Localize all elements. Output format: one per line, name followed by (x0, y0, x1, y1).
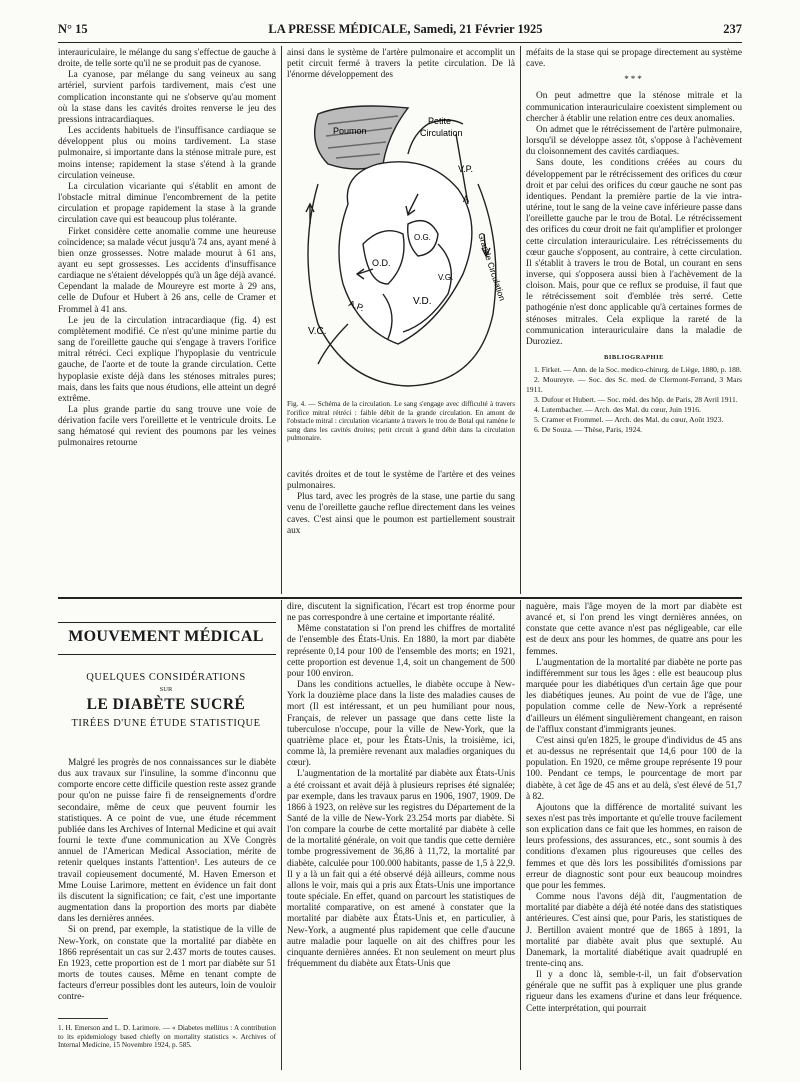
top-column-2-tail (287, 470, 515, 590)
top-column-2-head (287, 48, 515, 84)
label-circulation: Circulation (420, 128, 463, 138)
paragraph: dire, discutent la signification, l'écart est trop énorme pour ne pas correspondre à une certaine et importante réalité. (287, 602, 515, 624)
label-og: O.G. (414, 233, 431, 242)
article-subtitle-3: TIRÉES D'UNE ÉTUDE STATISTIQUE (71, 718, 261, 729)
paragraph: On peut admettre que la sténose mitrale et la communication interauriculaire coexistent simplement ou chercher à établir une relation entre ces deux anomalies. (526, 91, 742, 124)
column-divider (281, 600, 282, 1070)
issue-number: N° 15 (58, 22, 88, 36)
paragraph: Malgré les progrès de nos connaissances sur le diabète dus aux travaux sur l'insuline, la somme d'inconnu que comporte encore cette difficile question reste assez grande pour qu'on ne puisse faire fi de renseignements d'ordre secondaire, même de ceux que peuvent fournir les statistiques. A ce point de vue, une étude récemment publiée dans les Archives of Internal Medicine et qui avait fourni le texte d'une communication au XVe Congrès annuel de l'American Medical Association, mérite de retenir quelques instants l'attention¹. Les auteurs de ce travail copieusement documenté, M. Haven Emerson et Mme Louise Larimore, mettent en évidence un fait dont ils discutent la signification; ce fait, c'est une importante augmentation dans la proportion des morts par diabète dans les dernières années. (58, 758, 276, 925)
paragraph: Plus tard, avec les progrès de la stase, une partie du sang venu de l'oreillette gauche reflue directement dans les veines caves. C'est ainsi que le poumon est partiellement soustrait aux (287, 492, 515, 536)
paragraph: On admet que le rétrécissement de l'artère pulmonaire, lorsqu'il se développe assez tôt, s'oppose à l'achèvement du cloisonnement des cavités cardiaques. (526, 124, 742, 158)
paragraph: ainsi dans le système de l'artère pulmonaire et accomplit un petit circuit fermé à travers la petite circulation. De là l'énorme développement des (287, 48, 515, 81)
section-title: MOUVEMENT MÉDICAL (68, 628, 264, 645)
paragraph: Firket considère cette anomalie comme une heureuse coïncidence; sa malade vécut jusqu'à 74 ans, ayant mené à bien onze grossesses. Notre malade mourut à 61 ans, ayant eu sept grossesses. Les accidents d'insuffisance cardiaque ne s'étaient développés qu'à un âge déjà avancé. Cependant la malade de Moureyre est morte à 29 ans, celle de Dufour et Hubert à 26 ans, celle de Cramer et Frommel à 41 ans. (58, 226, 276, 315)
label-poumon: Poumon (333, 126, 367, 136)
page-number: 237 (723, 22, 742, 36)
label-vd: V.D. (413, 296, 432, 307)
label-vc: V.C. (308, 326, 327, 337)
paragraph: méfaits de la stase qui se propage directement au système cave. (526, 48, 742, 70)
footnote: 1. H. Emerson and L. D. Larimore. — « Diabetes mellitus : A contribution to its epidemiology based chiefly on mortality statistics ». Archives of Internal Medicine, 15 Novembre 1924, p. 585. (58, 1024, 276, 1049)
paragraph: Il y a donc là, semble-t-il, un fait d'observation générale que ne suffit pas à expliquer une plus grande rigueur dans les examens d'urine et dans leur fréquence. Cette interprétation, qui pourrait (526, 970, 742, 1014)
paragraph: Les accidents habituels de l'insuffisance cardiaque se développent plus ou moins tardivement. La stase pulmonaire, si importante dans la sténose mitrale pure, est moins intense; rapidement la stase s'étend à la grande circulation veineuse. (58, 126, 276, 181)
footnote-rule (58, 1018, 108, 1019)
paragraph: Le jeu de la circulation intracardiaque (fig. 4) est complètement modifié. Ce n'est qu'une minime partie du sang de l'oreillette gauche qui s'engage à travers l'orifice mitral rétréci. Ceci explique l'hypoplasie du ventricule gauche, de l'aorte et de toute la grande circulation. Cette hypoplasie existe déjà dans les sténoses mitrales pures; mais, dans les faits que nous étudions, elle atteint un degré extrême. (58, 315, 276, 404)
title-rule-bottom (58, 654, 276, 655)
paragraph: C'est ainsi qu'en 1825, le groupe d'individus de 45 ans et au-dessus ne représentait que 14,6 pour 100 de la population. En 1920, ce même groupe représente 19 pour 100. Pendant ce temps, le pourcentage de mort par diabète, à cet âge de 45 ans et au delà, s'est élevé de 51,7 à 82. (526, 735, 742, 802)
journal-title: LA PRESSE MÉDICALE, Samedi, 21 Février 1925 (268, 22, 543, 36)
article-subtitle-sur: SUR (159, 686, 173, 693)
article-subtitle-1: QUELQUES CONSIDÉRATIONS (86, 672, 246, 683)
label-ap: A.P. (347, 298, 366, 314)
heart-circulation-diagram (288, 94, 512, 394)
bibliography-entry: 1. Firket. — Ann. de la Soc. medico-chirurg. de Liège, 1880, p. 188. (534, 365, 742, 375)
paragraph: La plus grande partie du sang trouve une voie de dérivation facile vers l'oreillette et le ventricule droits. Le sang hématosé qui revient des poumons par les veines pulmonaires retourne (58, 405, 276, 449)
paragraph: cavités droites et de tout le système de l'artère et des veines pulmonaires. (287, 470, 515, 492)
bibliography-entry: 4. Lutembacher. — Arch. des Mal. du cœur, Juin 1916. (534, 405, 701, 415)
label-petite: Petite (428, 116, 452, 126)
paragraph: La circulation vicariante qui s'établit en amont de l'obstacle mitral diminue l'encombrement de la petite circulation et propage rapidement la stase à la grande circulation cave qui est beaucoup plus tolérante. (58, 181, 276, 226)
page-header (58, 22, 742, 40)
bottom-column-1 (58, 758, 276, 1014)
bibliography-entry: 3. Dufour et Hubert. — Soc. méd. des hôp. de Paris, 28 Avril 1911. (534, 394, 738, 404)
top-column-1 (58, 48, 276, 588)
label-grande-circulation: Grande Circulation (476, 231, 508, 303)
column-divider (520, 600, 521, 1070)
label-od: O.D. (372, 258, 391, 268)
paragraph: naguère, mais l'âge moyen de la mort par diabète est avancé et, si l'on prend les vingt dernières années, on constate que cette avance n'est pas négligeable, car elle est de deux ans pour les hommes, de quatre ans pour les femmes. (526, 602, 742, 657)
paragraph: interauriculaire, le mélange du sang s'effectue de gauche à droite, de telle sorte qu'il ne se produit pas de cyanose. (58, 48, 276, 70)
top-column-3 (526, 48, 742, 594)
article-title: LE DIABÈTE SUCRÉ (86, 696, 246, 713)
section-break-stars: *** (624, 74, 644, 85)
label-vg: V.G. (438, 273, 454, 282)
bottom-column-2 (287, 602, 515, 1072)
figure-caption: Fig. 4. — Schéma de la circulation. Le sang s'engage avec difficulté à travers l'orifice mitral rétréci : faible débit de la grande circulation. En amont de l'obstacle mitral : circulation vicariante à travers le trou de Botal qui ramène le sang dans les cavités droites; petit circuit à grand débit dans la circulation pulmonaire. (287, 400, 515, 443)
header-rule (58, 42, 742, 43)
bibliography-entry: 5. Cramer et Frommel. — Arch. des Mal. du cœur, Août 1923. (534, 415, 724, 425)
label-a: A (463, 194, 470, 204)
column-divider (281, 46, 282, 594)
paragraph: Ajoutons que la différence de mortalité suivant les sexes n'est pas très importante et qu'elle trouve facilement son explication dans ce fait que les hommes, en raison de leurs professions, des assurances, etc., sont soumis à des conditions d'examen plus rigoureuses que celles des femmes et que dès lors les possibilités d'omissions par erreur de diagnostic sont pour eux beaucoup moindres que pour les femmes. (526, 802, 742, 891)
bibliography-entry: 2. Moureyre. — Soc. des Sc. med. de Clermont-Ferrand, 3 Mars 1911. (526, 375, 742, 394)
paragraph: L'augmentation de la mortalité par diabète ne porte pas indifféremment sur tous les âges : elle est beaucoup plus marquée pour les diabétiques d'un certain âge que pour les diabétiques jeunes. Au point de vue de l'âge, une population comme celle de New-York a représenté d'ailleurs un élément singulièrement changeant, en raison de l'afflux constant d'immigrants jeunes. (526, 657, 742, 735)
bibliography-list (526, 365, 742, 434)
bottom-column-3 (526, 602, 742, 1072)
paragraph: La cyanose, par mélange du sang veineux au sang artériel, survient parfois tardivement, mais c'est une complication inconstante qui ne s'observe qu'au moment où la stase dans les cavités droites renverse le jeu des pressions intracardiaques. (58, 70, 276, 125)
paragraph: Si on prend, par exemple, la statistique de la ville de New-York, on constate que la mortalité par diabète en 1866 représentait un cas sur 2.437 morts de toutes causes. En 1923, cette proportion est de 1 mort par diabète sur 51 morts de toutes causes. Même en tenant compte de facteurs d'erreur possibles dont les auteurs, loin de vouloir contre- (58, 925, 276, 1003)
paragraph: L'augmentation de la mortalité par diabète aux États-Unis a été croissant et avait déjà à plusieurs reprises été signalée; par exemple, dans les travaux parus en 1906, 1907, 1909. De 1866 à 1923, on relève sur les registres du Département de la Santé de la ville de New-York 23.254 morts par diabète. Si l'on compare la courbe de cette mortalité par diabète à celle de la mortalité générale, on voit que tandis que cette dernière tombe progressivement de 36,86 à 11,72, la mortalité par diabète, calculée pour 100.000 habitants, passe de 1,5 à 22,9. Il y a là un fait qui a été observé déjà ailleurs, comme nous allons le voir, mais qui a pris aux États-Unis une importance toute spéciale. En effet, quand on parcourt les statistiques de mortalité comparative, on est amené à constater que la mortalité par diabète aux États-Unis et, en particulier, à New-York, a augmenté plus rapidement que celle d'aucune autre maladie pour laquelle on ait des chiffres pour les cinquante dernières années. Et non seulement on meurt plus fréquemment du diabète aux États-Unis que (287, 769, 515, 969)
column-divider (520, 46, 521, 594)
label-vp: V.P. (458, 164, 474, 174)
section-rule (58, 597, 742, 599)
paragraph: Comme nous l'avons déjà dit, l'augmentation de mortalité par diabète a déjà été notée dans des statistiques antérieures. C'est ainsi que, pour Paris, les statistiques de J. Bertillon avaient montré que de 1865 à 1891, la mortalité par diabète avait plus que sextuplé. Au Danemark, la mortalité diabétique avait quadruplé en trente-cinq ans. (526, 892, 742, 969)
paragraph: Sans doute, les conditions créées au cours du développement par le rétrécissement des orifices du cœur droit et par celui des orifices du cœur gauche ne sont pas identiques. Pendant la première partie de la vie intra-utérine, tout le sang de la veine cave inférieure passe dans l'oreillette gauche par le trou de Botal. Le rétrécissement des orifices du cœur droit ne fait qu'amplifier et prolonger cette circulation interauriculaire. Les rétrécissements du cœur gauche s'opposent, au contraire, à cette circulation. Il s'établit à travers le trou de Botal, un courant en sens inverse, qui s'opposera aussi bien à l'achèvement de la cloison. Mais, pour que ce reflux se produise, il faut que le rétrécissement soit d'emblée très serré. Cette pathogénie n'est donc applicable qu'à certaines formes de sténoses mitrales. Cela explique la rareté de la communication interauriculaire dans la maladie de Duroziez. (526, 158, 742, 347)
paragraph: Même constatation si l'on prend les chiffres de mortalité de l'ensemble des États-Unis. En 1880, la mort par diabète représente 0,14 pour 100 de l'ensemble des morts; en 1921, cette proportion est devenue 1,4, soit un changement de 500 pour 100 environ. (287, 624, 515, 679)
bibliography-entry: 6. De Souza. — Thèse, Paris, 1924. (534, 425, 643, 435)
bibliography-heading: BIBLIOGRAPHIE (604, 354, 664, 362)
title-rule-top (58, 622, 276, 623)
paragraph: Dans les conditions actuelles, le diabète occupe à New-York la douzième place dans la liste des maladies causes de mort (Il est intéressant, et un peu humiliant pour nous, Français, de relever un passage que dans cette liste la tuberculose n'occupe, pour la ville de New-York, que la quatrième place et, pour les États-Unis, la troisième, ici, comme là, la première revenant aux maladies organiques du cœur). (287, 680, 515, 769)
